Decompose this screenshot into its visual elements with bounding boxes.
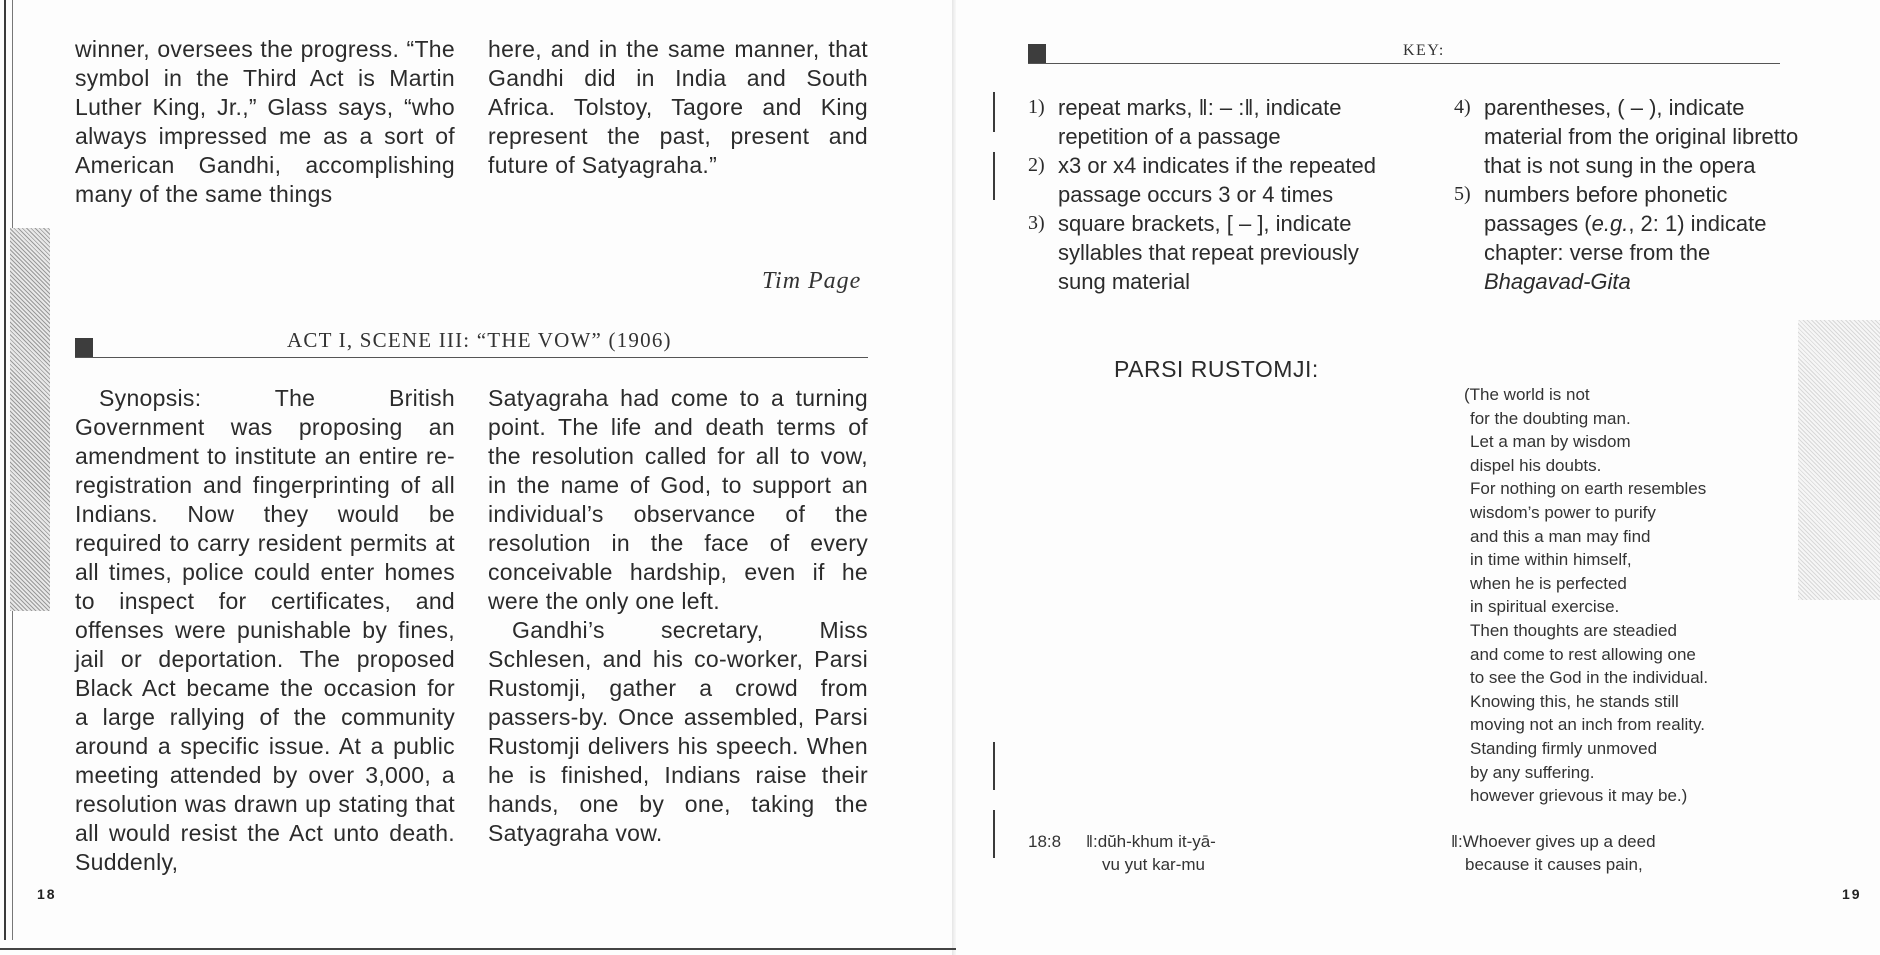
synopsis-paragraph-continued: Satyagraha had come to a turning point. The life and death terms of the resolution called for all to vow, in the name of God, to support an individual’s observance of the resolution in the face of every conceivable hardship, even if he were the only one left.: [488, 385, 868, 614]
top-column-1: winner, oversees the progress. “The symbol in the Third Act is Martin Luther King, Jr.,” Glass says, “who always impressed me as a sort of American Gandhi, accomplishing many of the same things: [75, 36, 455, 207]
translation-text: [1451, 830, 1656, 876]
key-number: 3): [1028, 212, 1045, 234]
poem-line: Then thoughts are steadied: [1470, 620, 1677, 640]
poem-line: (The world is not: [1464, 385, 1590, 404]
attribution: Tim Page: [762, 268, 862, 294]
poem-line: in spiritual exercise.: [1470, 597, 1620, 617]
poem-line: when he is perfected: [1470, 573, 1627, 593]
translation-line-2: because it causes pain,: [1465, 855, 1643, 874]
verse-number: 18:8: [1028, 832, 1062, 851]
phonetic-text: [1086, 830, 1216, 876]
right-page: [956, 0, 1880, 955]
poem-line: and this a man may find: [1470, 526, 1651, 546]
phonetic-line-1: ‖:dŭh-khum it-yā-: [1086, 832, 1216, 851]
section-marker: [75, 338, 93, 357]
poem-line: Standing firmly unmoved: [1470, 738, 1658, 758]
synopsis-column-1: [75, 384, 455, 877]
page-number-left: 18: [37, 886, 57, 902]
poem-line: dispel his doubts.: [1470, 455, 1602, 475]
key-item-1: [1028, 93, 1388, 151]
key-text-before: numbers before phonetic passages (: [1484, 182, 1728, 236]
poem-line: Knowing this, he stands still: [1470, 691, 1679, 711]
key-number: 1): [1028, 96, 1045, 118]
key-list-left: [1028, 93, 1388, 296]
poem-line: For nothing on earth resembles: [1470, 479, 1707, 499]
poem-line: by any suffering.: [1470, 762, 1595, 782]
right-margin-pattern: [1798, 320, 1880, 600]
key-title: KEY:: [1403, 42, 1445, 59]
key-item-5: [1454, 180, 1799, 296]
phonetic-line-2: vu yut kar-mu: [1102, 855, 1205, 874]
gutter-mark-2: [993, 152, 995, 200]
key-rule: [1028, 63, 1780, 64]
page-number-right: 19: [1842, 886, 1862, 902]
gutter-mark-1: [993, 92, 995, 132]
key-text-eg: e.g.: [1591, 211, 1629, 236]
poem-line: wisdom’s power to purify: [1470, 502, 1656, 522]
synopsis-column-2: [488, 384, 868, 848]
section-rule: [75, 357, 868, 358]
key-text: square brackets, [ – ], indicate syllables that repeat previously sung material: [1058, 211, 1359, 294]
key-number: 2): [1028, 154, 1045, 176]
gutter-mark-3: [993, 742, 995, 790]
left-edge-line: [4, 0, 6, 940]
libretto-poem: [1464, 383, 1708, 808]
translation-line-1: ‖:Whoever gives up a deed: [1451, 832, 1656, 851]
gutter-mark-4: [993, 810, 995, 858]
key-marker: [1028, 44, 1046, 63]
poem-line: moving not an inch from reality.: [1470, 715, 1705, 735]
speaker-name: PARSI RUSTOMJI:: [1114, 356, 1319, 382]
key-text: x3 or x4 indicates if the repeated passage occurs 3 or 4 times: [1058, 153, 1376, 207]
poem-line: Let a man by wisdom: [1470, 432, 1631, 452]
key-list-right: [1454, 93, 1799, 296]
synopsis-paragraph-second: Gandhi’s secretary, Miss Schlesen, and his co-worker, Parsi Rustomji, gather a crowd from passers-by. Once assembled, Parsi Rustomji delivers his speech. When he is finished, Indians raise their hands, one by one, taking the Satyagraha vow.: [488, 617, 868, 846]
key-item-2: [1028, 151, 1388, 209]
left-margin-pattern: [10, 228, 50, 611]
key-item-3: [1028, 209, 1388, 296]
poem-line: and come to rest allowing one: [1470, 644, 1696, 664]
key-number: 5): [1454, 183, 1471, 205]
top-column-2: here, and in the same manner, that Gandhi did in India and South Africa. Tolstoy, Tagore and King represent the past, present and future of Satyagraha.”: [488, 36, 868, 178]
poem-line: however grievous it may be.): [1470, 786, 1688, 806]
poem-line: for the doubting man.: [1470, 408, 1631, 428]
key-item-4: [1454, 93, 1799, 180]
key-text: repeat marks, ‖: – :‖, indicate repetition of a passage: [1058, 95, 1342, 149]
key-number: 4): [1454, 96, 1471, 118]
poem-line: to see the God in the individual.: [1470, 668, 1709, 688]
key-text-mid: , 2: 1) indicate chapter: verse from the: [1484, 211, 1767, 265]
section-header: ACT I, SCENE III: “THE VOW” (1906): [287, 328, 672, 352]
synopsis-paragraph: Synopsis: The British Government was proposing an amendment to institute an entire re-registration and fingerprinting of all Indians. Now they would be required to carry resident permits at all times, police could enter homes to inspect for certificates, and offenses were punishable by fines, jail or deportation. The proposed Black Act became the occasion for a large rallying of the community around a specific issue. At a public meeting attended by over 3,000, a resolution was drawn up stating that all would resist the Act unto death. Suddenly,: [75, 385, 455, 875]
key-text-book: Bhagavad-Gita: [1484, 269, 1631, 294]
key-text: parentheses, ( – ), indicate material from the original libretto that is not sung in the opera: [1484, 95, 1799, 178]
poem-line: in time within himself,: [1470, 550, 1632, 570]
